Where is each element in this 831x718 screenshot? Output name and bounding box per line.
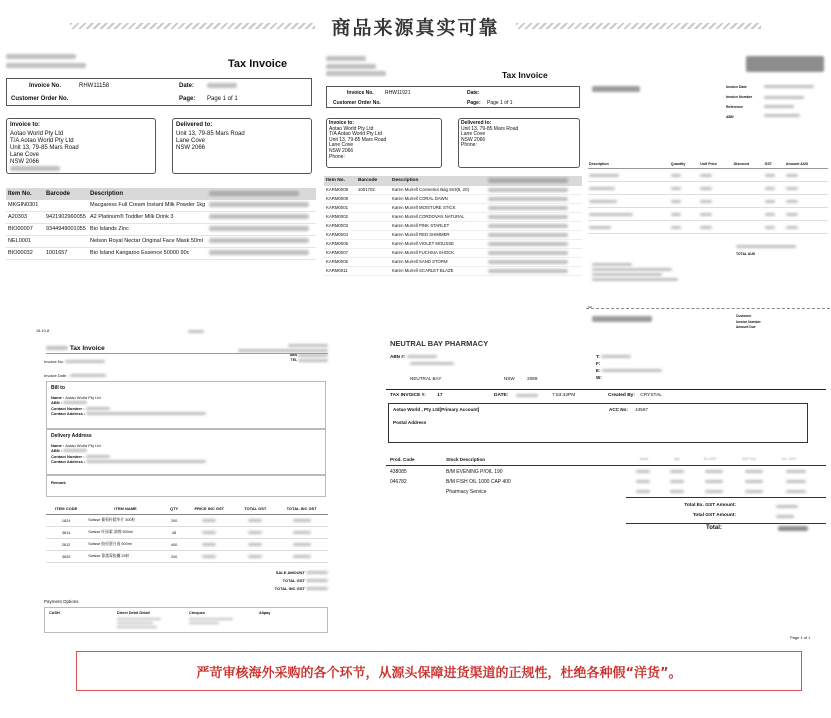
divider: [386, 465, 826, 466]
table-row: KARM0007 Karen Murrell FUCHSIA SHOCK: [324, 248, 582, 257]
divider: [626, 523, 826, 524]
invoice-to-line: NSW 2066: [10, 159, 40, 165]
invoice-to-line: Unit 13, 79-85 Mars Road: [10, 145, 79, 151]
table-row: KARM0011 Karen Murrell SCARLET BLAZE: [324, 266, 582, 275]
notice-banner: [76, 651, 802, 691]
company-logo-blurred: [746, 56, 824, 72]
field-label: Invoice Number: [736, 319, 761, 324]
page-label: Page:: [467, 100, 481, 106]
items-table: [6, 188, 316, 260]
invoice-heading-blurred: [592, 86, 640, 92]
page-label: Page 1 of 1: [790, 635, 811, 640]
postal-address-label: Postal Address: [393, 420, 427, 425]
invoice-to-line: Phone:: [329, 153, 345, 160]
column-header: GST: [764, 160, 785, 169]
total-ex-gst-label: Total Ex. GST Amount:: [684, 503, 736, 508]
column-header: Qty: [674, 457, 680, 461]
table-row: KARM0003 Karen Murrell PINK STARLET: [324, 221, 582, 230]
total-gst-label: Total GST Amount:: [692, 513, 736, 518]
field-label: Customer: [736, 314, 752, 318]
contact-address-label: Contact Address :: [51, 459, 86, 464]
table-row: Pharmacy Service: [386, 487, 826, 497]
items-table: [588, 160, 828, 234]
acc-no-label: ACC No:: [609, 407, 628, 412]
abn-field-label: ABN :: [51, 448, 63, 453]
remark-section: [46, 475, 326, 497]
table-row: 1824 Swisse 葡萄籽精华片 300粒 200: [46, 515, 328, 527]
email-label: E:: [596, 368, 601, 373]
name-label: Name :: [51, 442, 65, 448]
delivered-to-line: Lane Cove: [461, 131, 486, 138]
pharmacy-name: NEUTRAL BAY PHARMACY: [390, 339, 489, 348]
column-header: Item No.: [6, 188, 44, 200]
items-table: [324, 176, 582, 276]
column-header: Ex GST: [704, 457, 717, 461]
invoice-document-4: [28, 325, 348, 635]
divider: [386, 389, 826, 390]
tear-line: [586, 308, 830, 309]
invoice-no-label: Invoice No.: [44, 359, 65, 364]
date-label: Date:: [467, 90, 480, 96]
total-gst-label: TOTAL GST: [282, 578, 305, 583]
invoice-to-line: T/A Aotao World Pty Ltd: [329, 131, 382, 138]
delivered-to-label: Delivered to:: [176, 122, 213, 128]
name-value: Aotao World Pty Ltd: [65, 442, 101, 448]
delivered-to-line: Lane Cove: [176, 138, 206, 144]
delivery-address-section: [46, 429, 326, 475]
invoice-to-label: Invoice to:: [329, 120, 355, 126]
invoice-document-2: [322, 50, 584, 285]
column-header: Description: [88, 188, 207, 200]
invoice-no-value: RHW11158: [79, 83, 110, 89]
fax-label: F:: [596, 361, 601, 366]
total-label: TOTAL AUD: [736, 252, 756, 256]
delivered-to-line: Unit 13, 79-85 Mars Road: [176, 131, 245, 137]
customer-order-label: Customer Order No.: [11, 96, 69, 102]
column-header: TOTAL INC GST: [275, 503, 328, 515]
remark-label: Remark: [51, 480, 66, 485]
invoice-no-label: Invoice No.: [29, 83, 62, 89]
table-row: 2812 Swisse 胶原蛋白液 500ml 400: [46, 539, 328, 551]
abn-label: ABN: [289, 353, 298, 357]
invoice-to-line: Lane Cove: [10, 152, 40, 158]
contact-number-label: Contact Number :: [51, 405, 85, 411]
table-row: 438085 B/M EVENING P/OIL 190: [386, 467, 826, 477]
column-header: TOTAL GST: [235, 503, 275, 515]
created-by-value: CRYSTAL: [640, 393, 662, 398]
invoice-to-line: Aotao World Pty Ltd: [10, 131, 64, 137]
table-row: 046782 B/M FISH OIL 1000 CAP 400: [386, 477, 826, 487]
table-row: 3814 Swisse 叶绿素 滴剂 500ml 48: [46, 527, 328, 539]
account-name: Aotao World , Pty Ltd[Primary Account]: [393, 407, 480, 412]
invoice-to-box: [326, 118, 442, 168]
table-row: [588, 221, 828, 234]
date-label: DATE:: [494, 393, 509, 398]
table-row: [588, 195, 828, 208]
payment-method: Alipay: [259, 611, 271, 615]
table-row: BIO00032 1001657 Bio Island Kangaroo Essence 50000 90c: [6, 248, 316, 260]
postcode: 2089: [527, 376, 538, 381]
invoice-title: Tax Invoice: [228, 58, 288, 70]
sale-amount-label: SALE AMOUNT: [275, 570, 305, 575]
delivered-to-line: Phone:: [461, 142, 477, 149]
payment-options-label: Payment Options: [44, 599, 79, 604]
column-header: Barcode: [44, 188, 88, 200]
table-row: A20303 9421902960055 A2 Platinum® Toddler Milk Drink 3: [6, 212, 316, 224]
company-info-blurred: [6, 54, 86, 68]
bill-to-section: [46, 381, 326, 429]
contact-address-label: Contact Address :: [51, 411, 86, 416]
table-row: [588, 169, 828, 182]
table-row: [588, 208, 828, 221]
divider: [626, 497, 826, 498]
page-value: Page 1 of 1: [487, 100, 513, 106]
invoice-header-box: [6, 78, 312, 106]
column-header: ITEM CODE: [46, 503, 86, 515]
field-label: Invoice Number: [726, 95, 753, 99]
abn-field-label: ABN :: [51, 400, 63, 405]
table-row: [588, 182, 828, 195]
total-inc-gst-label: TOTAL INC GST: [274, 586, 305, 591]
scissors-icon: ✂: [588, 305, 593, 311]
time-value: 7:53:42PM: [552, 393, 576, 398]
delivery-address-label: Delivery Address: [51, 433, 92, 439]
delivered-to-line: NSW 2066: [176, 145, 206, 151]
column-header: Each: [640, 457, 649, 461]
created-by-label: Created By:: [608, 393, 635, 398]
column-header: Quantity: [670, 160, 699, 169]
payment-method: Cheques: [189, 611, 206, 615]
delivered-to-box: [458, 118, 580, 168]
field-label: Reference: [726, 105, 743, 109]
invoice-to-label: Invoice to:: [10, 122, 41, 128]
column-header: Description: [390, 176, 486, 186]
web-label: W:: [596, 375, 602, 380]
invoice-to-line: Lane Cove: [329, 142, 354, 149]
invoice-to-line: NSW 2066: [329, 147, 354, 154]
field-label: Invoice Date: [726, 85, 747, 89]
header-decoration-right: [516, 23, 761, 29]
table-row: KARM0004 Karen Murrell RED SHIMMER: [324, 230, 582, 239]
table-row: BIO00007 9344949001055 Bio Islands Zinc: [6, 224, 316, 236]
column-header: Unit Price: [699, 160, 732, 169]
field-label: Amount Due: [736, 325, 756, 329]
page-header: [0, 8, 831, 44]
contact-number-label: Contact Number :: [51, 453, 85, 459]
customer-order-label: Customer Order No.: [333, 100, 381, 106]
column-header: ITEM NAME: [86, 503, 164, 515]
date-label: Date:: [179, 83, 195, 89]
name-value: Aotao World Pty Ltd: [65, 394, 101, 400]
invoice-document-1: [2, 50, 320, 325]
column-header: Item No.: [324, 176, 356, 186]
invoice-date-label: Invoice Date :: [44, 373, 69, 378]
invoice-title: Tax Invoice: [69, 345, 105, 352]
column-header: QTY: [165, 503, 184, 515]
column-header: Description: [588, 160, 670, 169]
invoice-no-label: Invoice No.: [347, 90, 374, 96]
suburb: NEUTRAL BAY: [410, 376, 442, 381]
table-row: KARM0009 1001702 Karen Murrell Cosmetics Bag Sml(6, 20): [324, 186, 582, 195]
invoice-header-box: [326, 86, 580, 108]
delivered-to-box: [172, 118, 312, 174]
invoice-title: Tax Invoice: [502, 70, 548, 80]
account-box: [388, 403, 808, 443]
column-header: PRICE INC GST: [184, 503, 236, 515]
print-header: 15-10-8: [36, 329, 50, 333]
invoice-to-line: Aotao World Pty Ltd: [329, 125, 374, 132]
items-table: [46, 503, 328, 563]
tax-invoice-label: TAX INVOICE #:: [390, 393, 426, 398]
column-header: Barcode: [356, 176, 390, 186]
table-row: KARM0006 Karen Murrell SAND STORM: [324, 257, 582, 266]
items-table: [386, 467, 826, 497]
invoice-to-line: T/A Aotao World Pty Ltd: [10, 138, 74, 144]
payment-method: CASH: [49, 611, 60, 615]
page-title: 商品来源真实可靠: [331, 16, 500, 39]
table-row: KARM0001 Karen Murrell MOISTURE STICK: [324, 203, 582, 212]
delivered-to-line: NSW 2066: [461, 136, 486, 143]
invoice-document-5: [386, 337, 830, 642]
page-value: Page 1 of 1: [207, 96, 238, 102]
bill-to-label: Bill to: [51, 385, 65, 391]
table-row: NEL0001 Nelson Royal Nectar Original Face Mask 50ml: [6, 236, 316, 248]
invoice-to-line: Unit 13, 79-85 Mars Road: [329, 136, 387, 143]
acc-no-value: 44567: [635, 407, 648, 412]
table-row: MKGIN0301 Macgaress Full Cream Instant Milk Powder 1kg: [6, 200, 316, 212]
company-info-blurred: [326, 56, 386, 76]
column-header: Prod. Code: [390, 457, 415, 462]
payment-method: Direct Debit Detail: [117, 611, 150, 615]
invoice-document-3: [586, 50, 830, 338]
payment-options-box: [44, 607, 328, 633]
payment-details-blurred: [592, 262, 678, 282]
table-row: KARM0005 Karen Murrell VIOLET MOUSSE: [324, 239, 582, 248]
invoice-no-value: RHW11921: [385, 90, 411, 96]
field-label: ABN: [726, 115, 734, 119]
invoice-to-box: [6, 118, 156, 174]
delivered-to-line: Unit 13, 79-85 Mars Road: [461, 125, 519, 132]
delivered-to-label: Delivered to:: [461, 120, 492, 126]
tel-label: TEL: [290, 358, 298, 362]
column-header: Stock Description: [446, 457, 486, 462]
column-header: GST Incl: [742, 457, 756, 461]
divider: [46, 353, 328, 354]
table-row: 3625 Swisse 蔓越莓胶囊 25粒 200: [46, 551, 328, 563]
column-header: Inc. GST: [782, 457, 797, 461]
table-row: KARM0008 Karen Murrell CORAL DAWN: [324, 194, 582, 203]
tax-invoice-no: 17: [437, 393, 443, 398]
payment-advice-blurred: [592, 316, 652, 322]
phone-label: T:: [596, 354, 600, 359]
table-row: KARM0002 Karen Murrell CORDOVAN NATURAL: [324, 212, 582, 221]
notice-text: 严苛审核海外采购的各个环节，从源头保障进货渠道的正规性，杜绝各种假“洋货”。: [196, 665, 682, 681]
column-header: Discount: [733, 160, 764, 169]
page-label: Page:: [179, 96, 196, 102]
name-label: Name :: [51, 394, 65, 400]
abn-label: ABN #:: [390, 354, 406, 359]
total-label: Total:: [706, 525, 722, 531]
column-header: Amount AUD: [785, 160, 828, 169]
state: NSW: [503, 376, 515, 381]
header-decoration-left: [70, 23, 315, 29]
